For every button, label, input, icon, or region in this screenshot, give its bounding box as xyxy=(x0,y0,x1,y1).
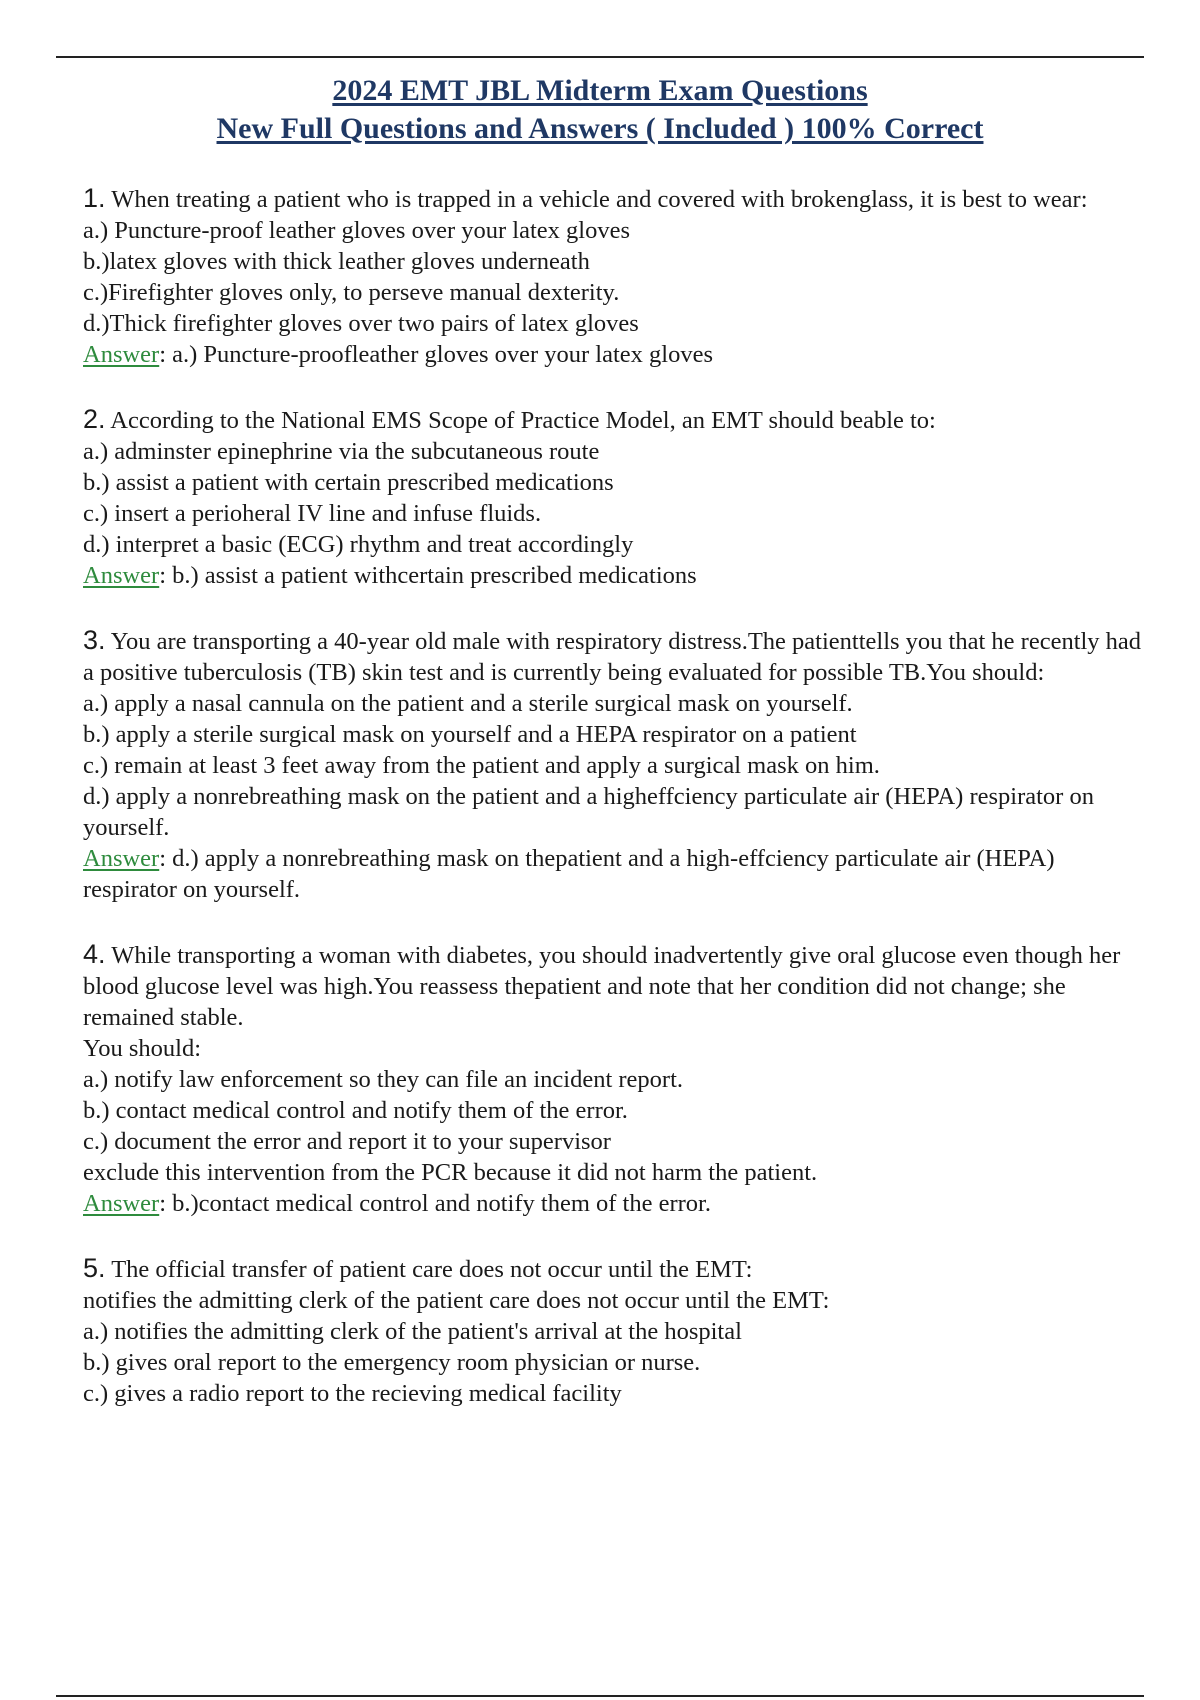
question-text: According to the National EMS Scope of Practice Model, an EMT should beable to: xyxy=(105,407,936,434)
question-number: 4. xyxy=(83,939,106,969)
option-b: b.) gives oral report to the emergency room physician or nurse. xyxy=(83,1349,701,1376)
answer-text: : a.) Puncture-proofleather gloves over your latex gloves xyxy=(159,341,714,368)
bottom-rule xyxy=(56,1695,1144,1697)
option-c: c.) document the error and report it to your supervisor xyxy=(83,1128,611,1155)
answer-line xyxy=(83,1188,1153,1219)
top-rule xyxy=(56,56,1144,58)
answer-text: : b.)contact medical control and notify them of the error. xyxy=(159,1190,711,1217)
question-number: 1. xyxy=(83,183,106,213)
question-stem xyxy=(83,1253,1153,1285)
question-3 xyxy=(83,625,1153,905)
title-line-2: New Full Questions and Answers ( Included ) 100% Correct xyxy=(216,112,984,145)
option-c: c.) gives a radio report to the recieving medical facility xyxy=(83,1380,622,1407)
answer-line xyxy=(83,339,1153,370)
question-text: The official transfer of patient care does not occur until the EMT: xyxy=(105,1256,753,1283)
option-a: a.) apply a nasal cannula on the patient and a sterile surgical mask on yourself. xyxy=(83,690,853,717)
question-stem xyxy=(83,625,1153,688)
answer-label: Answer xyxy=(83,562,160,589)
question-number: 5. xyxy=(83,1253,106,1283)
option-d: exclude this intervention from the PCR because it did not harm the patient. xyxy=(83,1159,818,1186)
prompt-line: notifies the admitting clerk of the patient care does not occur until the EMT: xyxy=(83,1287,830,1314)
option-a: a.) adminster epinephrine via the subcutaneous route xyxy=(83,438,600,465)
option-c: c.) remain at least 3 feet away from the patient and apply a surgical mask on him. xyxy=(83,752,880,779)
question-4 xyxy=(83,939,1153,1219)
option-b: b.) assist a patient with certain prescribed medications xyxy=(83,469,614,496)
answer-label: Answer xyxy=(83,341,160,368)
question-text: While transporting a woman with diabetes, you should inadvertently give oral glucose even though her blood glucose level was high.You reassess thepatient and note that her condition did not change; she remained stable. xyxy=(83,942,1121,1031)
option-b: b.)latex gloves with thick leather gloves underneath xyxy=(83,248,590,275)
option-a: a.) Puncture-proof leather gloves over your latex gloves xyxy=(83,217,630,244)
question-list xyxy=(83,183,1153,1443)
question-stem xyxy=(83,939,1153,1033)
option-b: b.) apply a sterile surgical mask on yourself and a HEPA respirator on a patient xyxy=(83,721,857,748)
question-stem xyxy=(83,404,1153,436)
option-d: d.) interpret a basic (ECG) rhythm and treat accordingly xyxy=(83,531,634,558)
question-2 xyxy=(83,404,1153,591)
question-number: 3. xyxy=(83,625,106,655)
prompt-line: You should: xyxy=(83,1035,202,1062)
question-text: You are transporting a 40-year old male with respiratory distress.The patienttells you that he recently had a positive tuberculosis (TB) skin test and is currently being evaluated for possible TB.You should: xyxy=(83,628,1142,686)
document-title xyxy=(0,72,1200,148)
answer-line xyxy=(83,843,1153,905)
option-d: d.)Thick firefighter gloves over two pairs of latex gloves xyxy=(83,310,639,337)
question-number: 2. xyxy=(83,404,106,434)
option-c: c.)Firefighter gloves only, to perseve manual dexterity. xyxy=(83,279,620,306)
question-stem xyxy=(83,183,1153,215)
answer-line xyxy=(83,560,1153,591)
option-a: a.) notifies the admitting clerk of the patient's arrival at the hospital xyxy=(83,1318,742,1345)
option-d: d.) apply a nonrebreathing mask on the patient and a higheffciency particulate air (HEPA) respirator on yourself. xyxy=(83,783,1094,841)
answer-text: : b.) assist a patient withcertain prescribed medications xyxy=(159,562,697,589)
option-a: a.) notify law enforcement so they can file an incident report. xyxy=(83,1066,684,1093)
question-1 xyxy=(83,183,1153,370)
option-b: b.) contact medical control and notify them of the error. xyxy=(83,1097,628,1124)
option-c: c.) insert a perioheral IV line and infuse fluids. xyxy=(83,500,542,527)
title-line-1: 2024 EMT JBL Midterm Exam Questions xyxy=(332,74,868,107)
answer-label: Answer xyxy=(83,1190,160,1217)
question-5 xyxy=(83,1253,1153,1409)
question-text: When treating a patient who is trapped in a vehicle and covered with brokenglass, it is best to wear: xyxy=(105,186,1088,213)
answer-text: : d.) apply a nonrebreathing mask on thepatient and a high-effciency particulate air (HEPA) respirator on yourself. xyxy=(83,845,1055,903)
answer-label: Answer xyxy=(83,845,160,872)
